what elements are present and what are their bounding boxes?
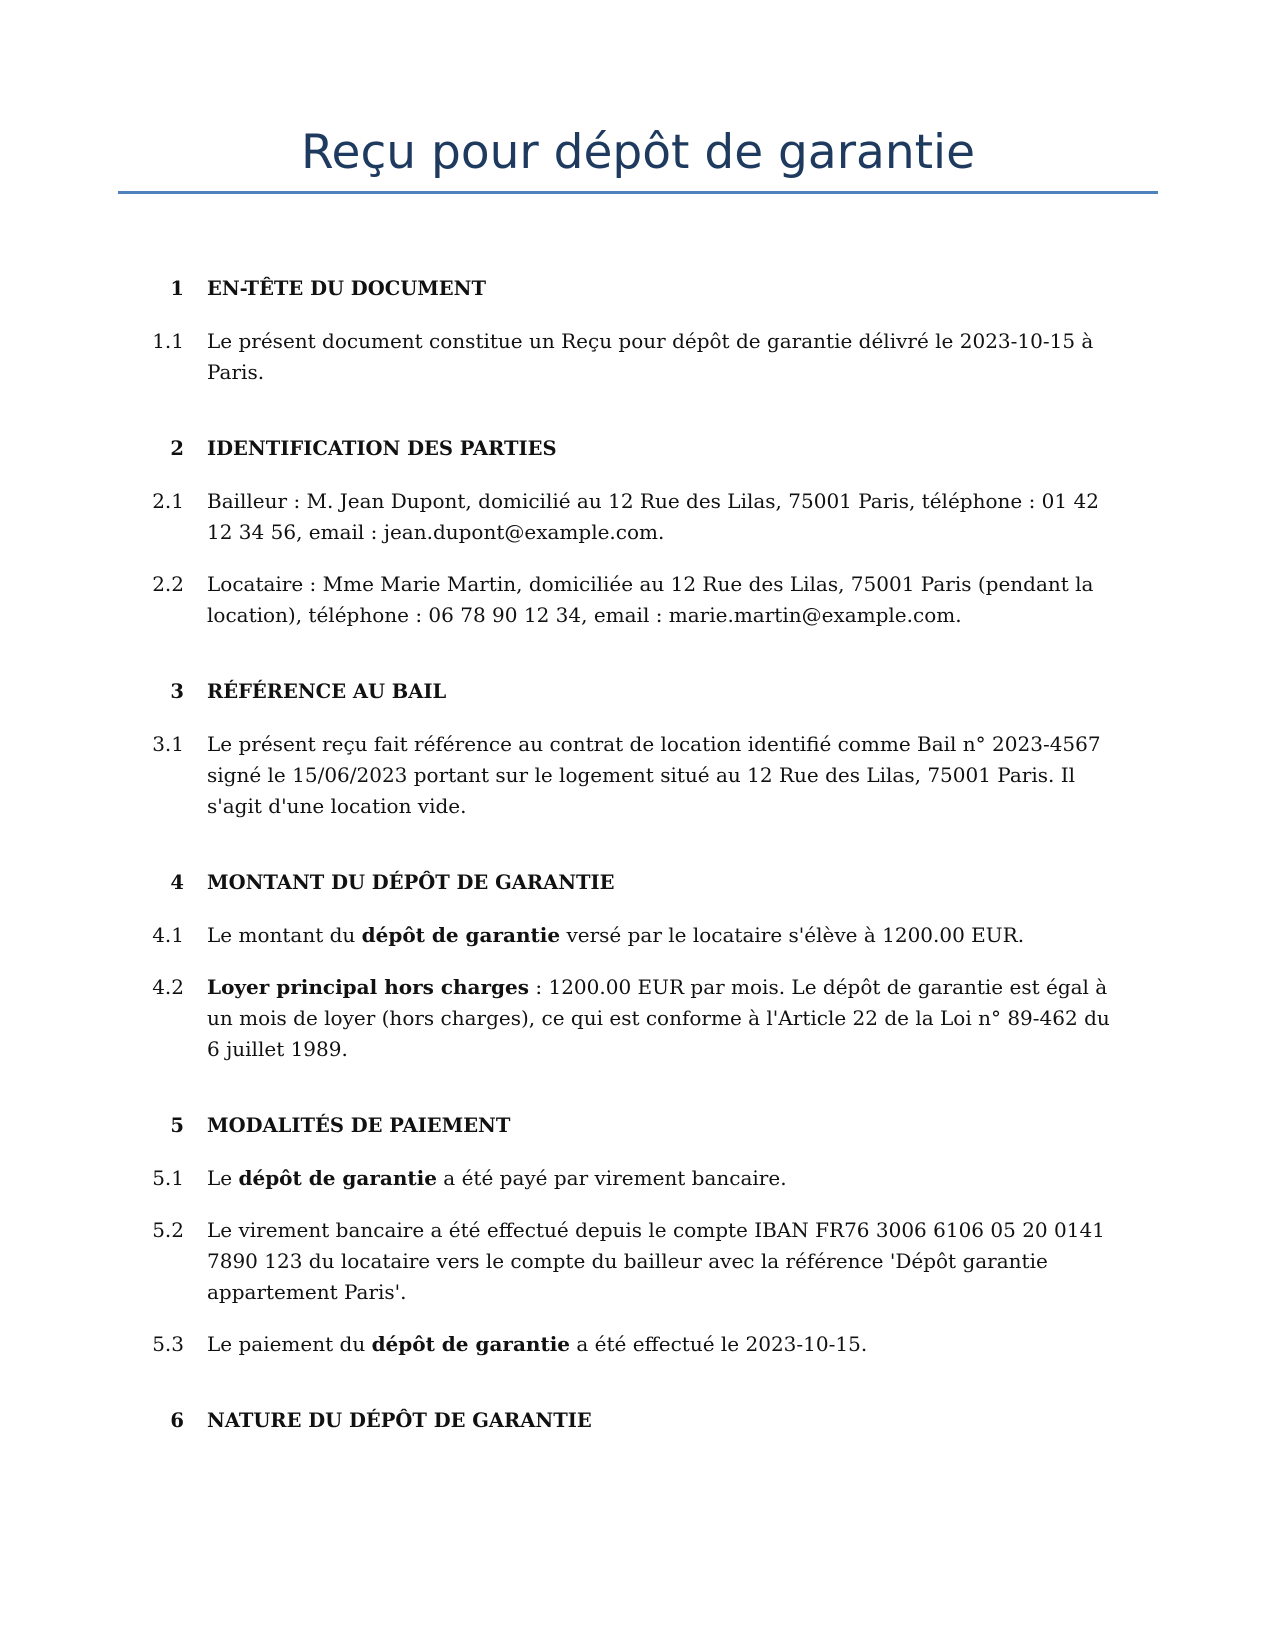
clause-number: 5.3 [152,1332,184,1356]
section [0,677,1275,822]
clause [0,972,1275,1065]
section-number: 5 [170,1114,184,1137]
clause [0,1215,1275,1308]
clause-text [207,569,1125,631]
section [0,1111,1275,1360]
section-heading [0,868,1275,898]
clause-number: 5.1 [152,1166,184,1190]
section-title: EN-TÊTE DU DOCUMENT [207,277,486,300]
clause [0,920,1275,951]
clause-text-run: Le montant du [207,923,362,947]
clause-number: 5.2 [152,1218,184,1242]
clause-text-run: Bailleur : M. Jean Dupont, domicilié au 12 Rue des Lilas, 75001 Paris, téléphone : 01 42 12 34 56, email : jean.dupont@example.com. [207,489,1099,544]
clause-text [207,920,1125,951]
section-heading [0,434,1275,464]
clause [0,569,1275,631]
clause-number: 4.1 [152,923,184,947]
clause-text-run: Le présent reçu fait référence au contrat de location identifié comme Bail n° 2023-4567 signé le 15/06/2023 portant sur le logement situé au 12 Rue des Lilas, 75001 Paris. Il s'agit d'une location vide. [207,732,1101,818]
section-number: 4 [170,871,184,894]
clause-text-bold: dépôt de garantie [238,1166,437,1190]
clause-text-bold: dépôt de garantie [361,923,561,947]
clause-text-run: Locataire : Mme Marie Martin, domiciliée au 12 Rue des Lilas, 75001 Paris (pendant la location), téléphone : 06 78 90 12 34, email : marie.martin@example.com. [207,572,1094,627]
clause-text [207,486,1125,548]
clause [0,729,1275,822]
section-number: 1 [170,277,184,300]
section-title: RÉFÉRENCE AU BAIL [207,680,447,703]
clause [0,1329,1275,1360]
clause [0,486,1275,548]
section-number: 6 [170,1409,184,1432]
section-number: 2 [170,437,184,460]
clause-number: 1.1 [152,329,184,353]
clause-text-run: a été payé par virement bancaire. [436,1166,787,1190]
document-title: Reçu pour dépôt de garantie [300,125,976,180]
title-underline [118,191,1158,194]
section-title: MONTANT DU DÉPÔT DE GARANTIE [207,871,615,894]
clause-text-bold: dépôt de garantie [371,1332,571,1356]
section [0,1406,1275,1436]
section-heading [0,1111,1275,1141]
clause-text [207,326,1125,388]
clause-number: 2.1 [152,489,184,513]
clause-text [207,1163,1125,1194]
section-title: MODALITÉS DE PAIEMENT [207,1114,511,1137]
section [0,434,1275,631]
clause-text [207,972,1125,1065]
clause [0,1163,1275,1194]
clause-number: 4.2 [152,975,184,999]
clause-number: 3.1 [152,732,184,756]
document-body [0,274,1275,1482]
section-heading [0,1406,1275,1436]
clause-text-run: Le [207,1166,239,1190]
clause-text-run: : 1200.00 EUR par mois. Le dépôt de garantie est égal à un mois de loyer (hors charges), ce qui est conforme à l'Article 22 de la Loi n° 89-462 du 6 juillet 1989. [207,975,1110,1061]
clause-text-run: versé par le locataire s'élève à 1200.00 EUR. [560,923,1025,947]
section [0,868,1275,1065]
clause-number: 2.2 [152,572,184,596]
clause-text-run: a été effectué le 2023-10-15. [570,1332,868,1356]
clause-text-bold: Loyer principal hors charges [207,975,530,999]
section [0,274,1275,388]
clause-text [207,729,1125,822]
clause-text [207,1215,1125,1308]
clause-text-run: Le présent document constitue un Reçu pour dépôt de garantie délivré le 2023-10-15 à Paris. [207,329,1094,384]
section-heading [0,677,1275,707]
clause-text-run: Le virement bancaire a été effectué depuis le compte IBAN FR76 3006 6106 05 20 0141 7890 123 du locataire vers le compte du bailleur avec la référence 'Dépôt garantie appartement Paris'. [207,1218,1105,1304]
section-title: IDENTIFICATION DES PARTIES [207,437,557,460]
clause-text-run: Le paiement du [207,1332,372,1356]
section-number: 3 [170,680,184,703]
clause-text [207,1329,1125,1360]
section-title: NATURE DU DÉPÔT DE GARANTIE [207,1409,592,1432]
clause [0,326,1275,388]
section-heading [0,274,1275,304]
